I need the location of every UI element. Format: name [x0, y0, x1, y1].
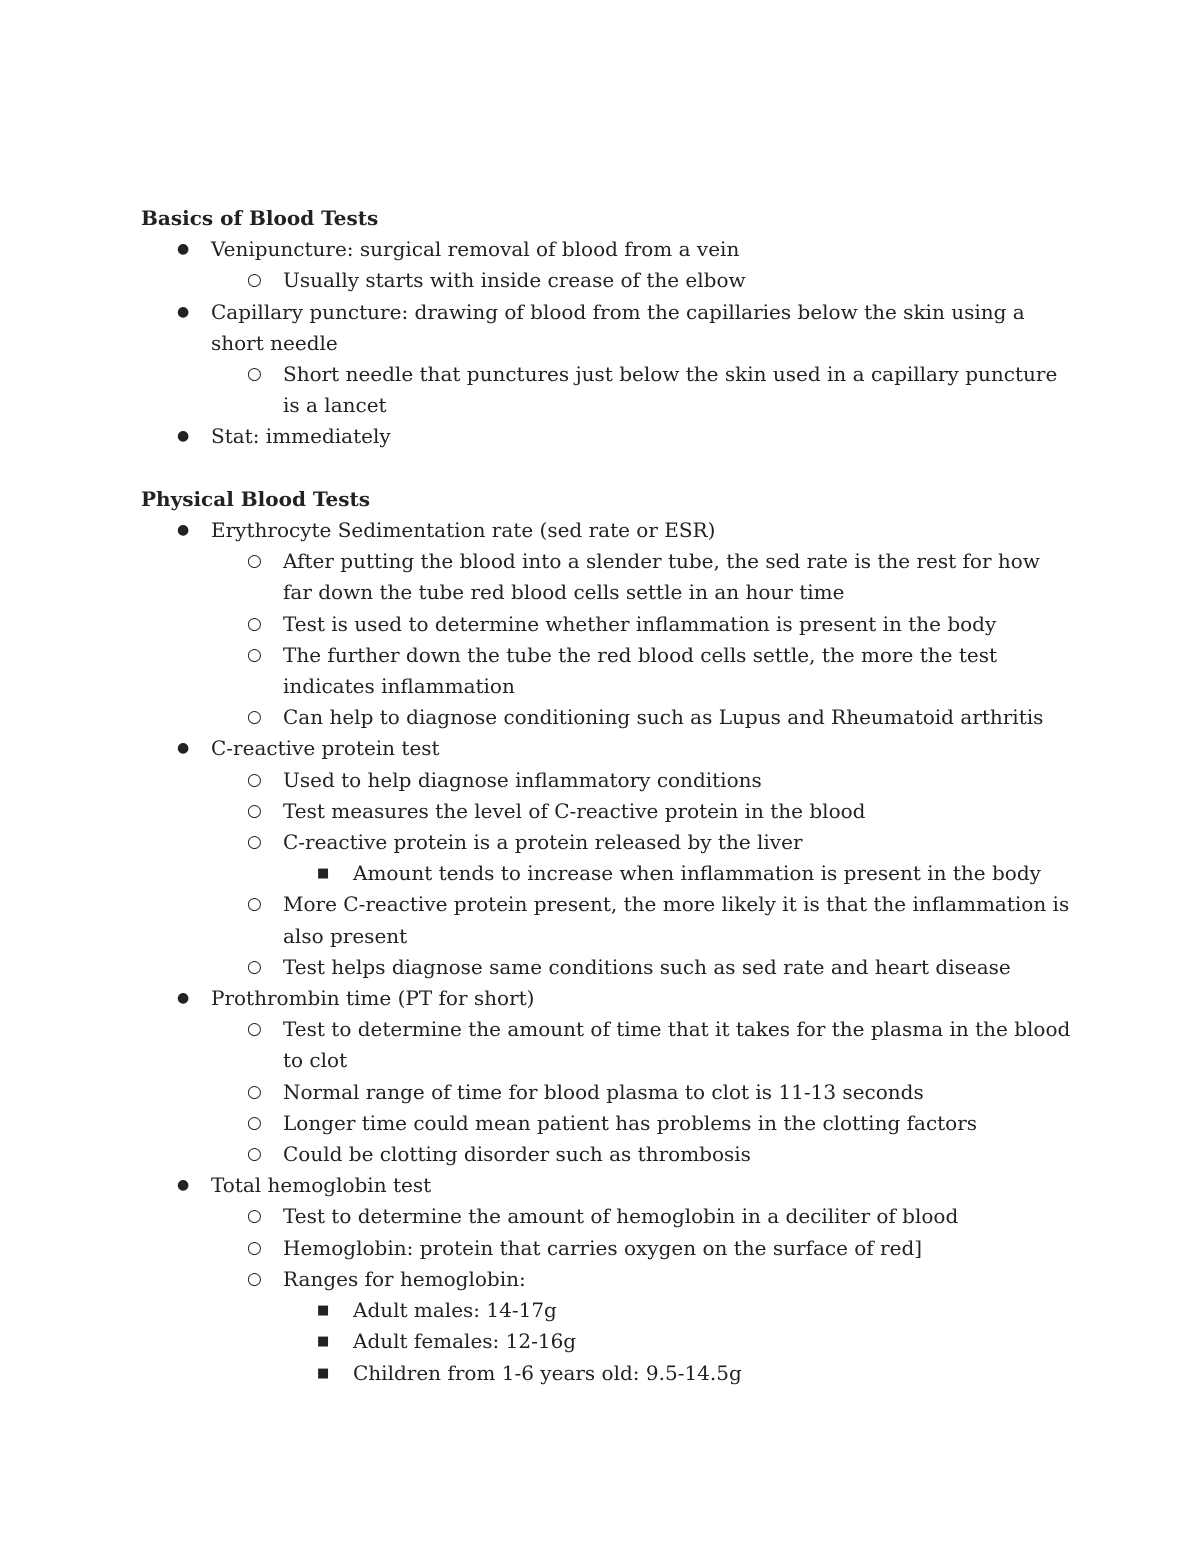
list-item-text: Test to determine the amount of time that it takes for the plasma in the blood to clot	[283, 1017, 1071, 1073]
square-bullet-icon: ■	[317, 866, 330, 882]
document-content	[141, 203, 1071, 1389]
square-bullet-icon: ■	[317, 1303, 330, 1319]
filled-circle-bullet-icon: ●	[177, 740, 190, 757]
list-item	[211, 796, 1071, 827]
list-item-text: Ranges for hemoglobin:	[283, 1266, 526, 1291]
list-item-text: More C-reactive protein present, the more likely it is that the inflammation is also present	[283, 892, 1070, 948]
list-item-text: After putting the blood into a slender tube, the sed rate is the rest for how far down the tube red blood cells settle in an hour time	[283, 549, 1040, 605]
hollow-circle-bullet-icon: ○	[247, 832, 262, 853]
section-heading: Basics of Blood Tests	[141, 206, 379, 230]
hollow-circle-bullet-icon: ○	[247, 1144, 262, 1165]
list-item	[211, 1264, 1071, 1389]
list-item-text: Normal range of time for blood plasma to clot is 11-13 seconds	[283, 1079, 924, 1104]
list-item	[141, 733, 1071, 983]
list-item	[283, 858, 1071, 889]
hollow-circle-bullet-icon: ○	[247, 270, 262, 291]
list-item	[211, 765, 1071, 796]
filled-circle-bullet-icon: ●	[177, 522, 190, 539]
list-item-text: Test helps diagnose same conditions such as sed rate and heart disease	[283, 954, 1011, 979]
list-item-text: Stat: immediately	[211, 424, 391, 449]
list-item	[141, 234, 1071, 296]
list-item-text: Could be clotting disorder such as thrombosis	[283, 1142, 751, 1167]
list-item	[211, 265, 1071, 296]
list-item-text: Adult females: 12-16g	[353, 1329, 577, 1354]
list-item-text: Longer time could mean patient has problems in the clotting factors	[283, 1110, 978, 1135]
list-item	[211, 359, 1071, 421]
filled-circle-bullet-icon: ●	[177, 428, 190, 445]
list-item	[211, 609, 1071, 640]
list-item-text: Amount tends to increase when inflammation is present in the body	[353, 861, 1041, 886]
hollow-circle-bullet-icon: ○	[247, 364, 262, 385]
list-item	[141, 983, 1071, 1170]
list-item	[211, 1201, 1071, 1232]
square-bullet-icon: ■	[317, 1365, 330, 1381]
section-heading: Physical Blood Tests	[141, 486, 370, 511]
bullet-list-level-3	[283, 1295, 1071, 1389]
list-item	[141, 515, 1071, 733]
hollow-circle-bullet-icon: ○	[247, 1206, 262, 1227]
list-item	[141, 421, 1071, 452]
list-item-text: Test to determine the amount of hemoglobin in a deciliter of blood	[283, 1204, 959, 1229]
filled-circle-bullet-icon: ●	[177, 990, 190, 1007]
hollow-circle-bullet-icon: ○	[247, 1268, 262, 1289]
bullet-list-level-2	[211, 1201, 1071, 1388]
list-item-text: Can help to diagnose conditioning such as Lupus and Rheumatoid arthritis	[283, 705, 1044, 730]
list-item	[141, 297, 1071, 422]
hollow-circle-bullet-icon: ○	[247, 551, 262, 572]
list-item	[211, 1233, 1071, 1264]
list-item-text: Children from 1-6 years old: 9.5-14.5g	[353, 1360, 742, 1385]
filled-circle-bullet-icon: ●	[177, 303, 190, 320]
section-spacer	[141, 453, 1071, 484]
list-item	[141, 1170, 1071, 1388]
list-item	[211, 702, 1071, 733]
list-item-text: C-reactive protein test	[211, 736, 440, 761]
bullet-list-level-3	[283, 858, 1071, 889]
bullet-list-level-1	[141, 234, 1071, 452]
list-item-text: Adult males: 14-17g	[353, 1298, 557, 1323]
list-item	[283, 1326, 1071, 1357]
hollow-circle-bullet-icon: ○	[247, 613, 262, 634]
list-item-text: Test is used to determine whether inflammation is present in the body	[283, 611, 997, 636]
hollow-circle-bullet-icon: ○	[247, 1019, 262, 1040]
list-item	[211, 1139, 1071, 1170]
hollow-circle-bullet-icon: ○	[247, 769, 262, 790]
list-item-text: C-reactive protein is a protein released by the liver	[283, 830, 803, 855]
hollow-circle-bullet-icon: ○	[247, 956, 262, 977]
list-item-text: Erythrocyte Sedimentation rate (sed rate or ESR)	[211, 518, 716, 543]
list-item	[283, 1295, 1071, 1326]
hollow-circle-bullet-icon: ○	[247, 1081, 262, 1102]
list-item-text: Test measures the level of C-reactive protein in the blood	[283, 798, 866, 823]
hollow-circle-bullet-icon: ○	[247, 707, 262, 728]
list-item	[211, 640, 1071, 702]
list-item-text: Prothrombin time (PT for short)	[211, 986, 535, 1011]
hollow-circle-bullet-icon: ○	[247, 1112, 262, 1133]
list-item-text: Hemoglobin: protein that carries oxygen on the surface of red]	[283, 1235, 923, 1260]
bullet-list-level-2	[211, 546, 1071, 733]
list-item-text: Capillary puncture: drawing of blood from the capillaries below the skin using a short needle	[211, 299, 1025, 355]
list-item	[211, 889, 1071, 951]
list-item-text: Usually starts with inside crease of the elbow	[283, 268, 746, 293]
list-item	[211, 827, 1071, 889]
list-item-text: Venipuncture: surgical removal of blood from a vein	[211, 237, 740, 262]
list-item-text: Short needle that punctures just below the skin used in a capillary puncture is a lancet	[283, 362, 1058, 418]
list-item	[211, 546, 1071, 608]
list-item-text: Total hemoglobin test	[211, 1173, 432, 1198]
list-item	[211, 1014, 1071, 1076]
filled-circle-bullet-icon: ●	[177, 1177, 190, 1194]
bullet-list-level-2	[211, 265, 1071, 296]
list-item	[211, 1077, 1071, 1108]
bullet-list-level-1	[141, 515, 1071, 1389]
bullet-list-level-2	[211, 1014, 1071, 1170]
hollow-circle-bullet-icon: ○	[247, 894, 262, 915]
bullet-list-level-2	[211, 765, 1071, 983]
hollow-circle-bullet-icon: ○	[247, 1237, 262, 1258]
list-item	[211, 1108, 1071, 1139]
list-item-text: Used to help diagnose inflammatory conditions	[283, 767, 762, 792]
list-item	[283, 1358, 1071, 1389]
hollow-circle-bullet-icon: ○	[247, 644, 262, 665]
square-bullet-icon: ■	[317, 1334, 330, 1350]
list-item	[211, 952, 1071, 983]
bullet-list-level-2	[211, 359, 1071, 421]
list-item-text: The further down the tube the red blood cells settle, the more the test indicates inflammation	[283, 642, 997, 699]
filled-circle-bullet-icon: ●	[177, 241, 190, 258]
hollow-circle-bullet-icon: ○	[247, 800, 262, 821]
